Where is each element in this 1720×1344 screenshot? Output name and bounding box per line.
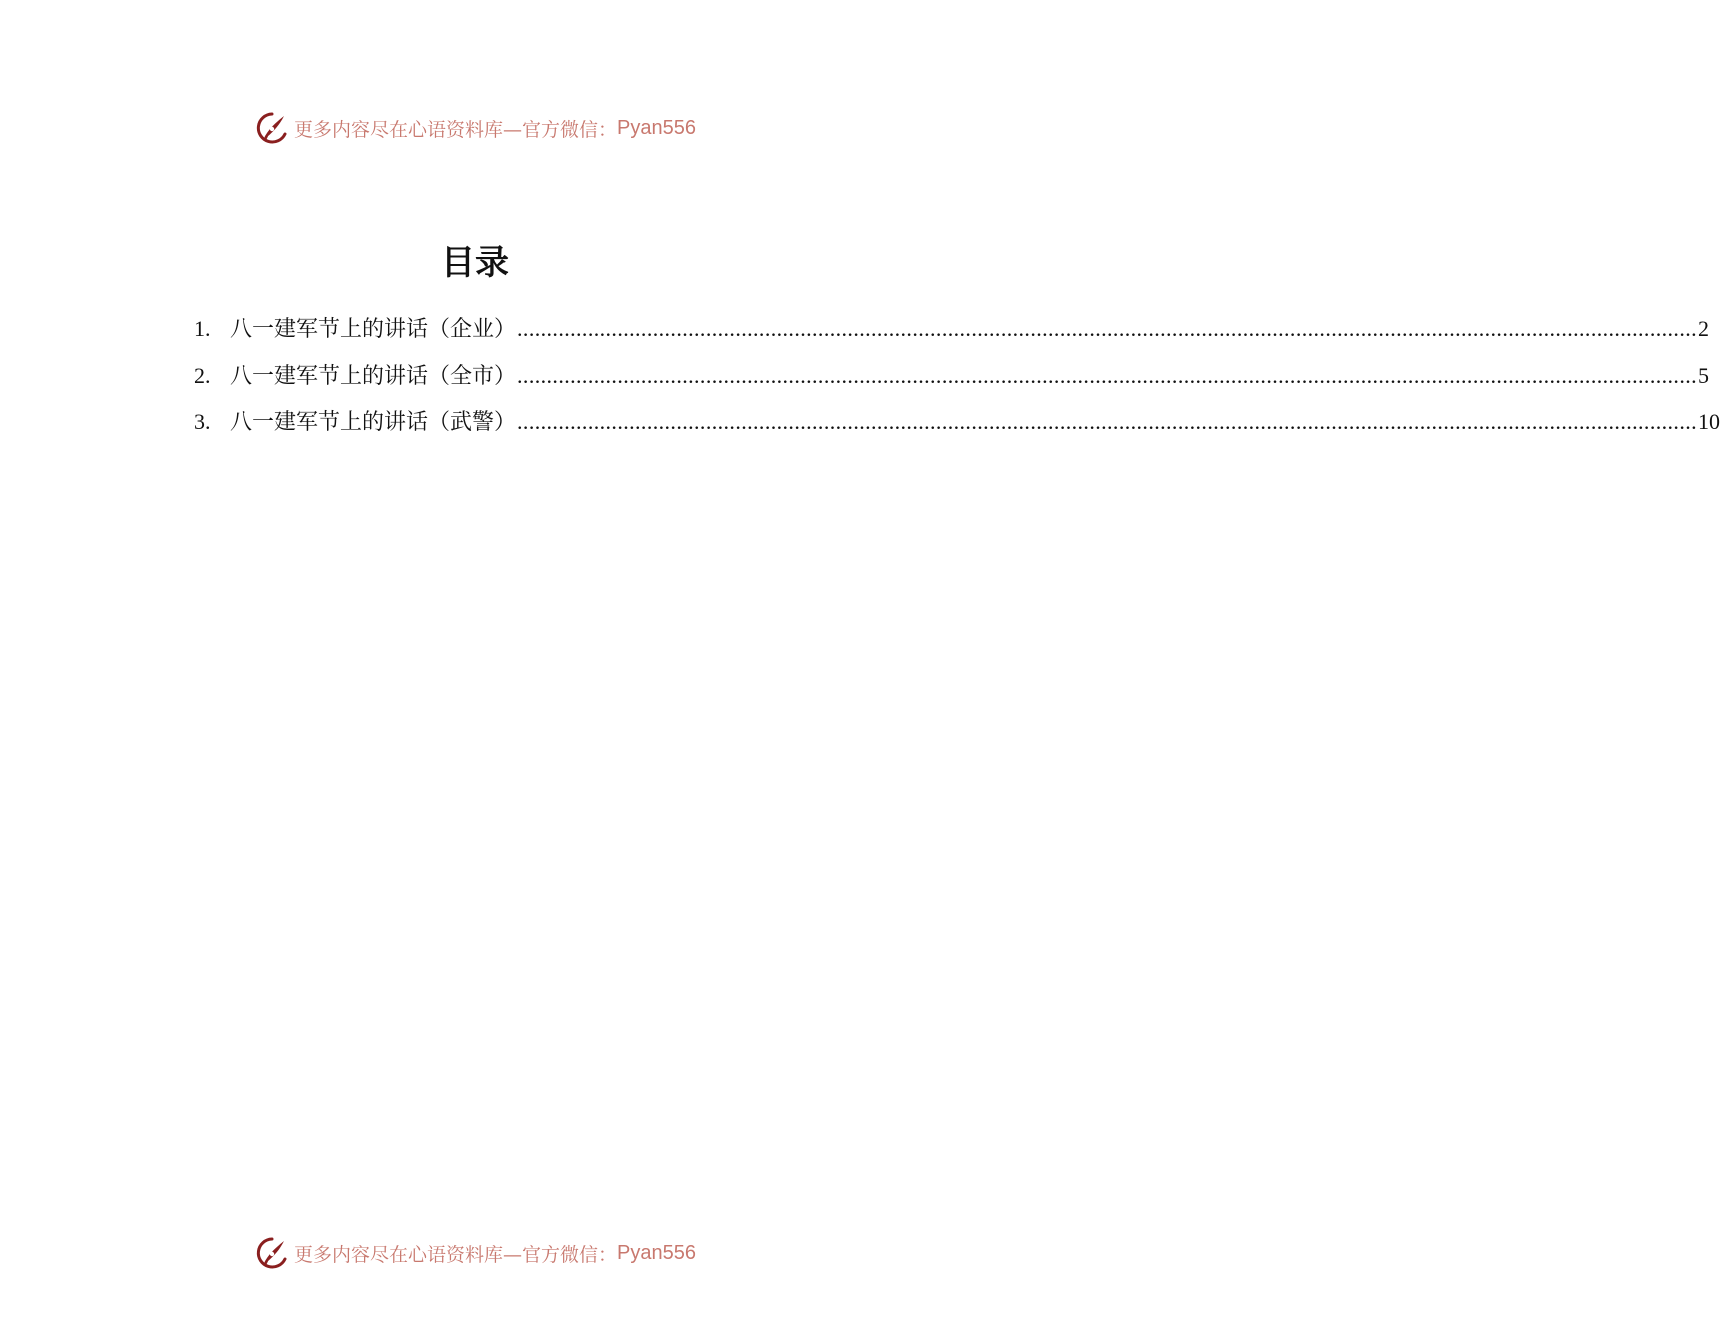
banner-text: 更多内容尽在心语资料库—官方微信： — [294, 1243, 618, 1266]
toc-entry-page: 2 — [1698, 316, 1710, 341]
toc-list — [194, 306, 1720, 446]
toc-entry-title: 八一建军节上的讲话（全市） — [230, 363, 517, 389]
banner-text: 更多内容尽在心语资料库—官方微信： — [294, 118, 618, 141]
header-banner — [0, 106, 950, 150]
banner-wechat-id: Pyan556 — [617, 1241, 696, 1264]
toc-entry-number: 1. — [194, 316, 211, 341]
toc-entry-title: 八一建军节上的讲话（企业） — [230, 317, 517, 342]
toc-entry[interactable] — [194, 353, 1710, 400]
toc-entry-title: 八一建军节上的讲话（武警） — [230, 410, 517, 435]
toc-dot-leader: ........................................................................................................................................................................................................ — [517, 409, 1698, 434]
banner-wechat-id: Pyan556 — [617, 116, 696, 139]
toc-entry[interactable] — [194, 399, 1720, 446]
toc-entry[interactable] — [194, 306, 1710, 353]
toc-title: 目录 — [441, 243, 509, 283]
toc-dot-leader: ........................................................................................................................................................................................................ — [517, 362, 1698, 388]
toc-entry-number: 3. — [194, 409, 211, 434]
quill-pen-circle-icon — [254, 110, 290, 146]
toc-dot-leader: ........................................................................................................................................................................................................ — [517, 316, 1698, 341]
toc-entry-page: 5 — [1698, 362, 1710, 388]
toc-entry-number: 2. — [194, 362, 211, 388]
footer-banner — [0, 1231, 950, 1275]
quill-pen-circle-icon — [254, 1235, 290, 1271]
toc-entry-page: 10 — [1698, 409, 1720, 434]
